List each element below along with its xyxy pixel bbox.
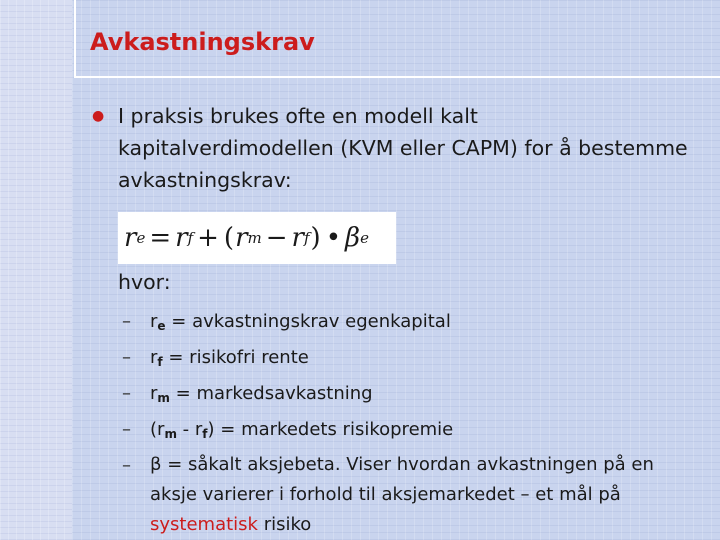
dash-icon: – bbox=[122, 383, 131, 404]
definition-open: (r bbox=[150, 419, 165, 440]
formula-rf2-sub: f bbox=[303, 229, 310, 247]
left-decor-band bbox=[0, 0, 72, 540]
definition-text: = risikofri rente bbox=[162, 347, 309, 368]
slide-title: Avkastningskrav bbox=[90, 28, 315, 56]
definition-tail: risiko bbox=[257, 514, 312, 535]
definition-text: = markedsavkastning bbox=[169, 383, 373, 404]
formula-minus: − bbox=[265, 223, 288, 253]
definitions-list bbox=[122, 306, 702, 540]
formula-re-sub: e bbox=[136, 229, 146, 247]
dash-icon: – bbox=[122, 419, 131, 440]
dash-icon: – bbox=[122, 347, 131, 368]
dash-icon: – bbox=[122, 311, 131, 332]
title-divider-horizontal bbox=[74, 76, 720, 78]
formula-close-paren: ) bbox=[310, 223, 321, 253]
formula-beta-sub: e bbox=[360, 229, 369, 247]
formula-re: r bbox=[124, 223, 137, 253]
definition-subscript-f: f bbox=[202, 427, 208, 441]
definition-risk-premium bbox=[122, 414, 702, 450]
definition-symbol: r bbox=[150, 383, 158, 404]
formula-dot: • bbox=[325, 223, 342, 253]
definition-subscript: m bbox=[157, 391, 170, 405]
definition-beta bbox=[122, 450, 702, 540]
formula-open-paren: ( bbox=[223, 223, 235, 253]
hvor-label: hvor: bbox=[118, 270, 171, 294]
formula-rm-sub: m bbox=[247, 229, 262, 247]
main-bullet bbox=[92, 100, 692, 196]
formula-rm: r bbox=[235, 223, 248, 253]
definition-subscript: e bbox=[157, 319, 166, 333]
definition-text: = avkastningskrav egenkapital bbox=[165, 311, 451, 332]
formula-rf: r bbox=[175, 223, 188, 253]
definition-subscript: f bbox=[157, 355, 163, 369]
definition-highlight: systematisk bbox=[150, 514, 258, 535]
main-bullet-text: I praksis brukes ofte en modell kalt kapitalverdimodellen (KVM eller CAPM) for å bestemme avkastningskrav: bbox=[118, 104, 688, 192]
formula-rf-sub: f bbox=[187, 229, 194, 247]
capm-formula bbox=[118, 212, 396, 264]
title-divider-vertical bbox=[74, 0, 76, 78]
formula-equals: = bbox=[149, 223, 172, 253]
definition-mid: - r bbox=[176, 419, 203, 440]
definition-text: β = såkalt aksjebeta. Viser hvordan avkastningen på en aksje varierer i forhold til aksjemarkedet – et mål på bbox=[150, 454, 654, 505]
definition-symbol: r bbox=[150, 311, 158, 332]
formula-rf2: r bbox=[291, 223, 304, 253]
formula-plus: + bbox=[197, 223, 219, 253]
definition-symbol: r bbox=[150, 347, 158, 368]
definition-subscript-m: m bbox=[164, 427, 177, 441]
dash-icon: – bbox=[122, 455, 131, 476]
definition-rf bbox=[122, 342, 702, 378]
definition-rm bbox=[122, 378, 702, 414]
definition-re bbox=[122, 306, 702, 342]
bullet-marker-icon: ● bbox=[92, 108, 105, 124]
formula-beta: β bbox=[345, 223, 361, 253]
definition-text: ) = markedets risikopremie bbox=[207, 419, 454, 440]
